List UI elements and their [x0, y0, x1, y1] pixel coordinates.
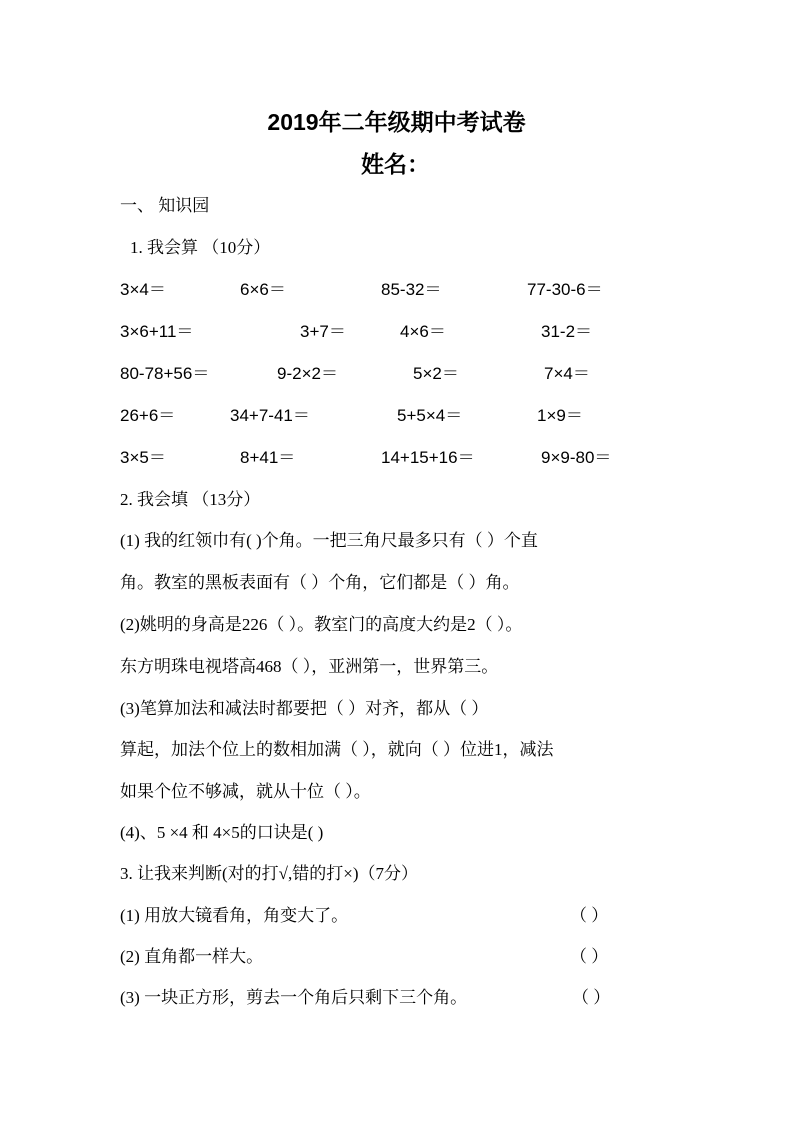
q2-line: 东方明珠电视塔高468（ ），亚洲第一，世界第三。	[120, 657, 499, 676]
calc-item: 26+6＝	[120, 406, 176, 425]
q3-heading: 3. 让我来判断(对的打√,错的打×)（7分）	[120, 864, 418, 883]
calc-item: 9×9-80＝	[541, 448, 612, 467]
q2-line: 算起，加法个位上的数相加满（ ），就向（ ）位进1，减法	[120, 740, 554, 759]
calc-item: 3×5＝	[120, 448, 166, 467]
judge-item: (1) 用放大镜看角，角变大了。	[120, 906, 349, 925]
calc-item: 85-32＝	[381, 280, 442, 299]
calc-item: 14+15+16＝	[381, 448, 475, 467]
answer-blank: （ ）	[570, 947, 609, 966]
calc-item: 3×6+11＝	[120, 322, 194, 341]
calc-item: 4×6＝	[400, 322, 446, 341]
calc-item: 80-78+56＝	[120, 364, 210, 383]
q2-line: (4)、5 ×4 和 4×5的口诀是( )	[120, 823, 324, 842]
q2-line: (1) 我的红领巾有( )个角。一把三角尺最多只有（ ）个直	[120, 531, 538, 550]
calc-item: 5×2＝	[413, 364, 459, 383]
calc-item: 77-30-6＝	[527, 280, 603, 299]
calc-item: 3×4＝	[120, 280, 166, 299]
calc-item: 3+7＝	[300, 322, 346, 341]
answer-blank: （ ）	[572, 988, 611, 1007]
calc-item: 1×9＝	[537, 406, 583, 425]
judge-item: (3) 一块正方形，剪去一个角后只剩下三个角。	[120, 988, 468, 1007]
q2-line: (3)笔算加法和减法时都要把（ ）对齐，都从（ ）	[120, 699, 489, 718]
q1-heading: 1. 我会算 （10分）	[130, 238, 271, 257]
section-heading: 一、 知识园	[120, 196, 210, 215]
q2-line: 角。教室的黑板表面有（ ）个角，它们都是（ ）角。	[120, 573, 520, 592]
q2-line: (2)姚明的身高是226（ ）。教室门的高度大约是2（ ）。	[120, 615, 523, 634]
calc-item: 5+5×4＝	[397, 406, 463, 425]
calc-item: 9-2×2＝	[277, 364, 338, 383]
calc-item: 31-2＝	[541, 322, 593, 341]
judge-item: (2) 直角都一样大。	[120, 947, 264, 966]
calc-item: 34+7-41＝	[230, 406, 310, 425]
q2-line: 如果个位不够减，就从十位（ ）。	[120, 782, 371, 801]
exam-title: 2019年二年级期中考试卷	[267, 109, 526, 135]
q2-heading: 2. 我会填 （13分）	[120, 490, 261, 509]
calc-item: 8+41＝	[240, 448, 296, 467]
name-label: 姓名：	[361, 151, 430, 177]
calc-item: 6×6＝	[240, 280, 286, 299]
answer-blank: （ ）	[570, 906, 609, 925]
calc-item: 7×4＝	[544, 364, 590, 383]
